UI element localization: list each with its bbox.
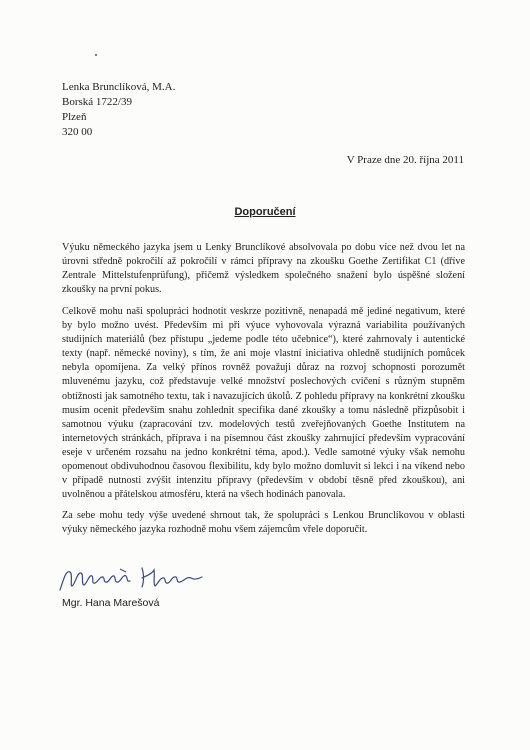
paper-speck xyxy=(95,54,97,56)
sender-name: Lenka Brunclíková, M.A. xyxy=(62,81,176,93)
signer-name: Mgr. Hana Marešová xyxy=(62,597,160,609)
paragraph-2: Celkově mohu naši spolupráci hodnotit veskrze pozitivně, nenapadá mě jediné negativum, které by bylo možno uvést. Především mi při výuce vyhovovala výrazná variabilita používaných studijních materiálů (bez přístupu „jedeme podle této učebnice“), které zahrnovaly i autentické texty (např. německé noviny), s tím, že ani moje vlastní iniciativa ohledně studijních pomůcek nebyla opomíjena. Za velký přínos rovněž považuji důraz na rozvoj schopnosti porozumět mluvenému jazyku, což představuje velké množství poslechových cvičení s různým stupněm obtížnosti jak samotného textu, tak i navazujících úkolů. Z pohledu přípravy na konkrétní zkoušku musím ocenit především snahu zohlednit specifika dané zkoušky a tomu následně přizpůsobit i samotnou výuku (zapracování tzv. modelových testů zveřejňovaných Goethe Institutem na internetových stránkách, příprava i na písemnou část zkoušky zahrnující především vypracování eseje v určeném rozsahu na jedno konkrétní téma, apod.). Vedle samotné výuky však nemohu opomenout obdivuhodnou časovou flexibilitu, kdy bylo možno domluvit si lekci i na víkend nebo v případě nutnosti zvýšit intenzitu přípravy (především v období těsně před zkouškou), ani uvolněnou a přátelskou atmosféru, která na všech hodinách panovala. xyxy=(62,306,465,501)
sender-city: Plzeň xyxy=(62,111,87,123)
date-line: V Praze dne 20. října 2011 xyxy=(346,154,464,166)
letter-subject: Doporučení xyxy=(234,206,296,218)
sender-zip: 320 00 xyxy=(62,126,93,138)
handwritten-signature xyxy=(56,560,216,594)
paragraph-3: Za sebe mohu tedy výše uvedené shrnout tak, že spolupráci s Lenkou Brunclíkovou v oblasti výuky německého jazyka rozhodně mohu všem zájemcům vřele doporučit. xyxy=(62,510,465,536)
sender-street: Borská 1722/39 xyxy=(62,96,132,108)
sender-address xyxy=(62,80,175,140)
paragraph-1: Výuku německého jazyka jsem u Lenky Brunclíkové absolvovala po dobu více než dvou let na úrovni středně pokročilí až pokročilí v rámci přípravy na zkoušku Goethe Zertifikat C1 (dříve Zentrale Mittelstufenprüfung), přičemž výsledkem společného snažení bylo úspěšné složení zkoušky na první pokus. xyxy=(62,242,465,296)
